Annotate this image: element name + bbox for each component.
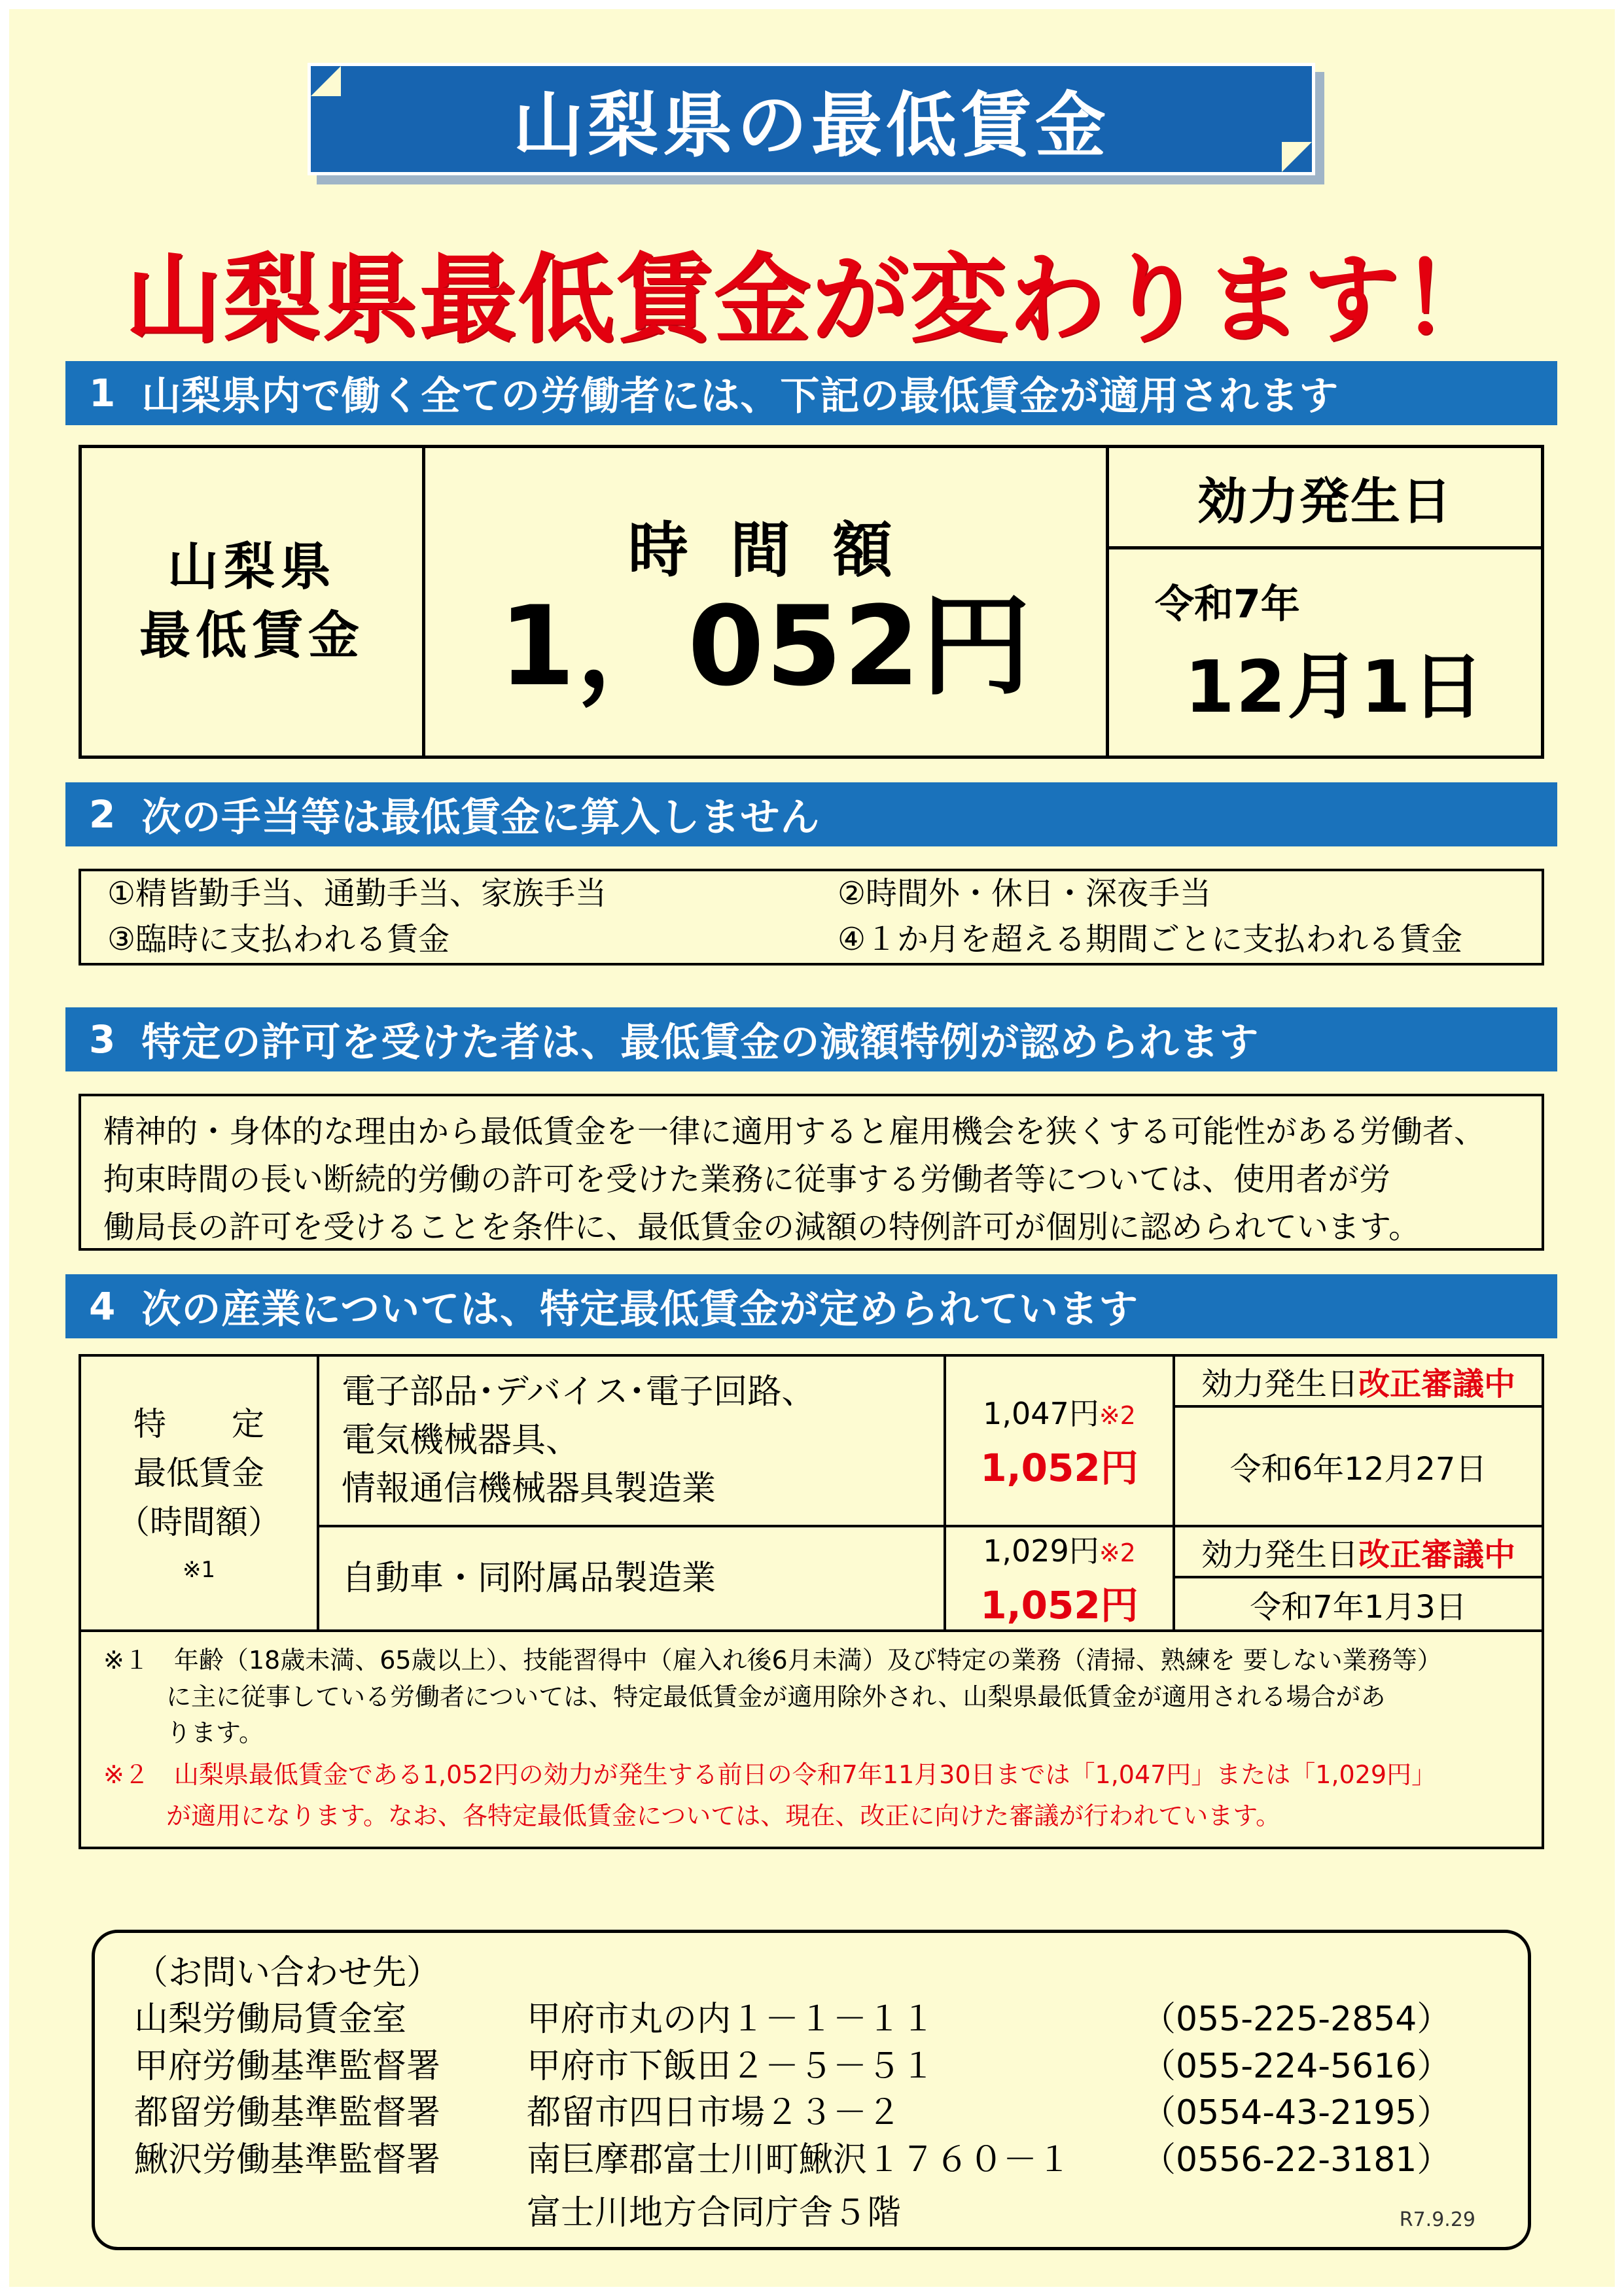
effective-era: 令和7年 — [1155, 581, 1300, 627]
industry-2-effective-label: 効力発生日 — [1201, 1536, 1358, 1573]
section-bar-2 — [65, 782, 1557, 846]
reduction-exception-box — [79, 1094, 1544, 1251]
industry-1-new-amount: 1,052円 — [980, 1445, 1139, 1490]
excluded-allowances-right-column — [811, 871, 1542, 962]
section-4-number: 4 — [89, 1284, 116, 1329]
industry-2-effective-status: 改正審議中 — [1358, 1536, 1516, 1573]
reduction-line-1: 精神的・身体的な理由から最低賃金を一律に適用すると雇用機会を狭くする可能性がある労働者、 — [103, 1113, 1486, 1150]
banner-notch-right-icon — [1282, 142, 1312, 172]
section-2-text: 次の手当等は最低賃金に算入しません — [141, 795, 821, 841]
specific-minimum-wage-table — [79, 1354, 1544, 1849]
contact-title: （お問い合わせ先） — [134, 1953, 441, 1992]
contact-1-office: 山梨労働局賃金室 — [134, 2000, 407, 2039]
industry-1-old-amount: 1,047円 — [983, 1395, 1099, 1431]
banner-notch-left-icon — [311, 66, 341, 96]
section-1-text: 山梨県内で働く全ての労働者には、下記の最低賃金が適用されます — [141, 374, 1339, 419]
list-item — [134, 1998, 1528, 2042]
minimum-wage-table — [79, 445, 1544, 759]
wage-table-left-label — [82, 448, 425, 756]
section-4-text: 次の産業については、特定最低賃金が定められています — [141, 1287, 1139, 1332]
footnote-1-line-1: ※１ 年齢（18歳未満、65歳以上）、技能習得中（雇入れ後6月未満）及び特定の業務（清掃、熟練を 要しない業務等） — [103, 1646, 1442, 1675]
contact-3-office: 都留労働基準監督署 — [134, 2093, 441, 2133]
section-bar-3 — [65, 1007, 1557, 1071]
excluded-allowances-left-column — [81, 871, 811, 962]
industry-1-effective-date: 令和6年12月27日 — [1229, 1451, 1487, 1488]
table-row — [319, 1527, 1542, 1629]
industry-1-effective-status: 改正審議中 — [1358, 1365, 1516, 1402]
specific-wage-row-header — [81, 1357, 319, 1629]
table-row — [319, 1357, 1542, 1527]
footnote-1-line-2: に主に従事している労働者については、特定最低賃金が適用除外され、山梨県最低賃金が適用される場合があ — [166, 1682, 1386, 1711]
section-1-number: 1 — [89, 371, 116, 415]
contact-4-tel: （0556-22-3181） — [1142, 2140, 1451, 2180]
industry-amount-cell — [946, 1527, 1175, 1629]
industry-2-new-amount: 1,052円 — [980, 1583, 1139, 1628]
wage-table-amount-cell — [425, 448, 1109, 756]
industry-effective-cell — [1175, 1357, 1542, 1525]
section-bar-4 — [65, 1274, 1557, 1338]
contact-box — [92, 1930, 1531, 2250]
list-item — [134, 2045, 1528, 2089]
title-banner-wrapper — [308, 63, 1315, 175]
wage-left-line-1: 山梨県 — [167, 537, 336, 597]
hourly-wage-amount: 1，052円 — [499, 582, 1033, 710]
industry-2-line-1: 自動車・同附属品製造業 — [342, 1558, 716, 1598]
industry-name-cell — [319, 1357, 946, 1525]
footnote-2-line-1: ※２ 山梨県最低賃金である1,052円の効力が発生する前日の令和7年11月30日までは「1,047円」または「1,029円」 — [103, 1760, 1437, 1789]
table-footnotes — [81, 1629, 1542, 1846]
contact-4-address: 南巨摩郡富士川町鰍沢１７６０－１ — [527, 2140, 1072, 2180]
title-banner — [308, 63, 1315, 175]
industry-1-line-1: 電子部品･デバイス･電子回路、 — [342, 1372, 816, 1412]
industry-1-effective-label: 効力発生日 — [1201, 1365, 1358, 1402]
industry-1-old-amount-wrap — [983, 1390, 1136, 1433]
contact-4-office: 鰍沢労働基準監督署 — [134, 2140, 441, 2180]
reduction-line-3: 働局長の許可を受けることを条件に、最低賃金の減額の特例許可が個別に認められています。 — [103, 1208, 1421, 1245]
contact-2-address: 甲府市下飯田２－５－５１ — [527, 2046, 936, 2086]
list-item — [134, 2091, 1528, 2136]
contact-extra-line: 富士川地方合同庁舎５階 — [527, 2193, 902, 2233]
contact-1-address: 甲府市丸の内１－１－１１ — [527, 2000, 936, 2039]
industry-2-old-amount-wrap — [983, 1527, 1136, 1571]
reduction-line-2: 拘束時間の長い断続的労働の許可を受けた業務に従事する労働者等については、使用者が労 — [103, 1160, 1391, 1198]
industry-effective-cell — [1175, 1527, 1542, 1629]
allowance-item-3: ③臨時に支払われる賃金 — [107, 921, 450, 958]
specific-label-line-2: 最低賃金 — [133, 1453, 264, 1492]
contact-2-office: 甲府労働基準監督署 — [134, 2046, 441, 2086]
contact-1-tel: （055-225-2854） — [1142, 2000, 1451, 2039]
allowance-item-2: ②時間外・休日・深夜手当 — [838, 875, 1212, 913]
effective-date-body — [1109, 549, 1541, 756]
industry-2-effective-date: 令和7年1月3日 — [1250, 1588, 1467, 1626]
specific-label-line-1: 特 定 — [133, 1404, 264, 1443]
specific-wage-table-body — [81, 1357, 1542, 1629]
list-item — [134, 2138, 1528, 2183]
allowance-item-1: ①精皆勤手当、通勤手当、家族手当 — [107, 875, 607, 913]
industry-1-effective-header — [1175, 1357, 1542, 1408]
industry-2-old-note: ※2 — [1099, 1539, 1136, 1568]
specific-wage-rows — [319, 1357, 1542, 1629]
contact-3-tel: （0554-43-2195） — [1142, 2093, 1451, 2133]
industry-2-effective-header — [1175, 1527, 1542, 1578]
industry-1-line-2: 電気機械器具、 — [342, 1420, 580, 1460]
poster-headline: 山梨県最低賃金が変わります！ — [125, 243, 1499, 356]
industry-1-line-3: 情報通信機械器具製造業 — [342, 1469, 716, 1508]
revision-code: R7.9.29 — [1399, 2208, 1475, 2231]
section-3-number: 3 — [89, 1017, 116, 1062]
contact-2-tel: （055-224-5616） — [1142, 2046, 1451, 2086]
industry-2-old-amount: 1,029円 — [983, 1533, 1099, 1569]
excluded-allowances-box — [79, 869, 1544, 965]
industry-name-cell — [319, 1527, 946, 1629]
footnote-1-line-3: ります。 — [166, 1718, 264, 1748]
industry-amount-cell — [946, 1357, 1175, 1525]
page-margin-bottom — [0, 2287, 1624, 2296]
industry-1-old-note: ※2 — [1099, 1400, 1136, 1430]
section-bar-1 — [65, 361, 1557, 425]
section-3-text: 特定の許可を受けた者は、最低賃金の減額特例が認められます — [141, 1020, 1260, 1066]
hourly-wage-label: 時 間 額 — [627, 515, 904, 585]
effective-date-header: 効力発生日 — [1109, 448, 1541, 549]
effective-date: 12月1日 — [1184, 644, 1485, 729]
allowance-item-4: ④１か月を超える期間ごとに支払われる賃金 — [838, 921, 1463, 958]
wage-left-line-2: 最低賃金 — [139, 606, 364, 665]
poster-title: 山梨県の最低賃金 — [512, 84, 1110, 167]
section-2-number: 2 — [89, 792, 116, 837]
footnote-2-line-2: が適用になります。なお、各特定最低賃金については、現在、改正に向けた審議が行われています。 — [166, 1801, 1281, 1831]
page-margin-top — [0, 0, 1624, 9]
specific-label-note: ※1 — [182, 1556, 216, 1583]
wage-table-effective-cell — [1109, 448, 1541, 756]
contact-3-address: 都留市四日市場２３－２ — [527, 2093, 902, 2133]
specific-label-line-3: （時間額） — [117, 1503, 281, 1541]
